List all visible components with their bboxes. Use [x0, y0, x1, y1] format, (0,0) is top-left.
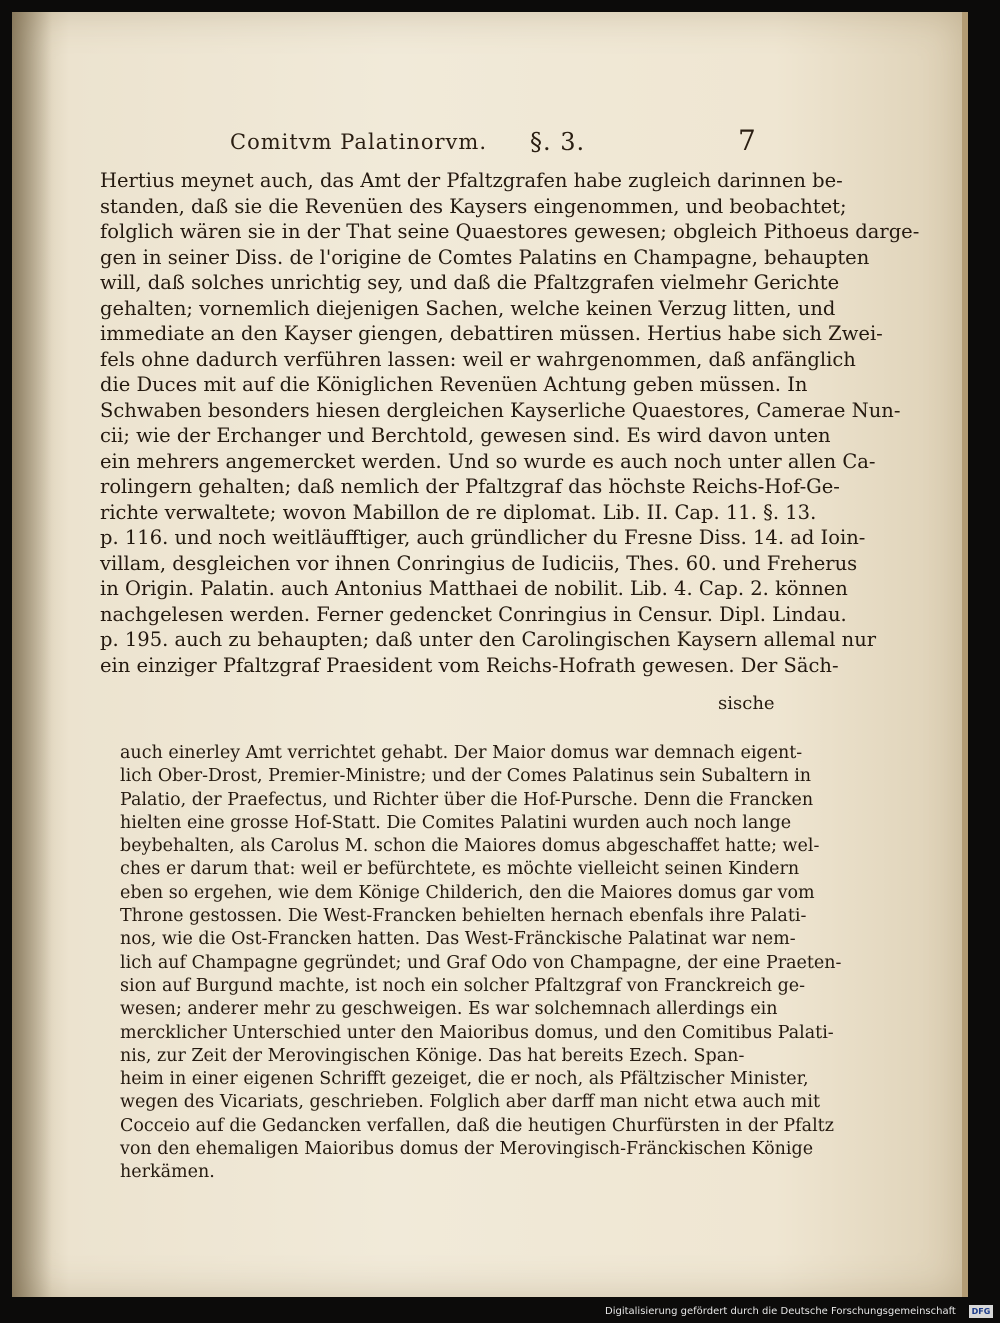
page-gutter-shadow: [12, 12, 52, 1297]
dfg-logo: DFG: [969, 1305, 993, 1318]
body-line: fels ohne dadurch verführen lassen: weil er wahrgenommen, daß anfänglich: [100, 347, 856, 371]
footnote-text: [120, 742, 842, 1185]
footnote-line: hielten eine grosse Hof-Statt. Die Comites Palatini wurden auch noch lange: [120, 812, 792, 833]
body-line: gen in seiner Diss. de l'origine de Comtes Palatins en Champagne, behaupten: [100, 245, 870, 269]
body-line: folglich wären sie in der That seine Quaestores gewesen; obgleich Pithoeus darge-: [100, 220, 920, 243]
footnote-line: wesen; anderer mehr zu geschweigen. Es war solchemnach allerdings ein: [120, 999, 778, 1020]
body-line: immediate an den Kayser giengen, debattiren müssen. Hertius habe sich Zwei-: [100, 322, 883, 345]
body-line: Hertius meynet auch, das Amt der Pfaltzgrafen habe zugleich darinnen be-: [100, 169, 843, 192]
footnote-line: wegen des Vicariats, geschrieben. Folglich aber darff man nicht etwa auch mit: [120, 1092, 820, 1113]
footnote-line: nos, wie die Ost-Francken hatten. Das West-Fränckische Palatinat war nem-: [120, 929, 796, 950]
footnote-line: Cocceio auf die Gedancken verfallen, daß die heutigen Churfürsten in der Pfaltz: [120, 1115, 834, 1136]
body-line: villam, desgleichen vor ihnen Conringius de Iudiciis, Thes. 60. und Freherus: [100, 551, 858, 575]
page-edge: [962, 12, 968, 1297]
running-title: Comitvm Palatinorvm.: [230, 130, 487, 154]
catchword: sische: [718, 693, 775, 714]
section-number: §. 3.: [530, 128, 586, 156]
body-line: ein einziger Pfaltzgraf Praesident vom Reichs-Hofrath gewesen. Der Säch-: [100, 653, 839, 677]
body-line: ein mehrers angemercket werden. Und so wurde es auch noch unter allen Ca-: [100, 449, 876, 473]
footnote-line: herkämen.: [120, 1162, 215, 1183]
footnote-line: nis, zur Zeit der Merovingischen Könige. Das hat bereits Ezech. Span-: [120, 1045, 745, 1066]
footnote-line: sion auf Burgund machte, ist noch ein solcher Pfaltzgraf von Franckreich ge-: [120, 975, 806, 996]
footnote-line: Throne gestossen. Die West-Francken behielten hernach ebenfals ihre Palati-: [120, 906, 807, 927]
footnote-line: eben so ergehen, wie dem Könige Childerich, den die Maiores domus gar vom: [120, 882, 815, 903]
footer-credit: [605, 1305, 995, 1319]
body-line: cii; wie der Erchanger und Berchtold, gewesen sind. Es wird davon unten: [100, 424, 831, 447]
body-line: nachgelesen werden. Ferner gedencket Conringius in Censur. Dipl. Lindau.: [100, 602, 847, 626]
body-line: in Origin. Palatin. auch Antonius Matthaei de nobilit. Lib. 4. Cap. 2. können: [100, 577, 848, 600]
body-line: standen, daß sie die Revenüen des Kaysers eingenommen, und beobachtet;: [100, 194, 847, 218]
body-line: p. 116. und noch weitläufftiger, auch gründlicher du Fresne Diss. 14. ad Ioin-: [100, 526, 866, 549]
running-header: [230, 122, 770, 162]
footnote-line: auch einerley Amt verrichtet gehabt. Der Maior domus war demnach eigent-: [120, 743, 803, 763]
footnote-line: lich auf Champagne gegründet; und Graf Odo von Champagne, der eine Praeten-: [120, 952, 842, 973]
footnote-line: beybehalten, als Carolus M. schon die Maiores domus abgeschaffet hatte; wel-: [120, 836, 820, 857]
funding-credit: Digitalisierung gefördert durch die Deutsche Forschungsgemeinschaft: [605, 1306, 956, 1317]
footnote-line: ches er darum that: weil er befürchtete, es möchte vielleicht seinen Kindern: [120, 859, 800, 880]
footnote-line: von den ehemaligen Maioribus domus der Merovingisch-Fränckischen Könige: [120, 1139, 814, 1160]
page-number: 7: [738, 124, 756, 157]
main-text: [100, 168, 920, 678]
body-line: Schwaben besonders hiesen dergleichen Kayserliche Quaestores, Camerae Nun-: [100, 398, 901, 422]
body-line: gehalten; vornemlich diejenigen Sachen, welche keinen Verzug litten, und: [100, 296, 836, 320]
body-line: die Duces mit auf die Königlichen Revenüen Achtung geben müssen. In: [100, 373, 808, 396]
body-line: richte verwaltete; wovon Mabillon de re diplomat. Lib. II. Cap. 11. §. 13.: [100, 500, 817, 524]
footnote-line: mercklicher Unterschied unter den Maioribus domus, und den Comitibus Palati-: [120, 1022, 834, 1043]
body-line: p. 195. auch zu behaupten; daß unter den Carolingischen Kaysern allemal nur: [100, 628, 877, 651]
footnote-line: Palatio, der Praefectus, und Richter über die Hof-Pursche. Denn die Francken: [120, 789, 814, 810]
footnote-line: heim in einer eigenen Schrifft gezeiget, die er noch, als Pfältzischer Minister,: [120, 1069, 809, 1090]
footnote-line: lich Ober-Drost, Premier-Ministre; und der Comes Palatinus sein Subaltern in: [120, 766, 812, 787]
body-line: will, daß solches unrichtig sey, und daß die Pfaltzgrafen vielmehr Gerichte: [100, 271, 840, 294]
body-line: rolingern gehalten; daß nemlich der Pfaltzgraf das höchste Reichs-Hof-Ge-: [100, 475, 840, 498]
